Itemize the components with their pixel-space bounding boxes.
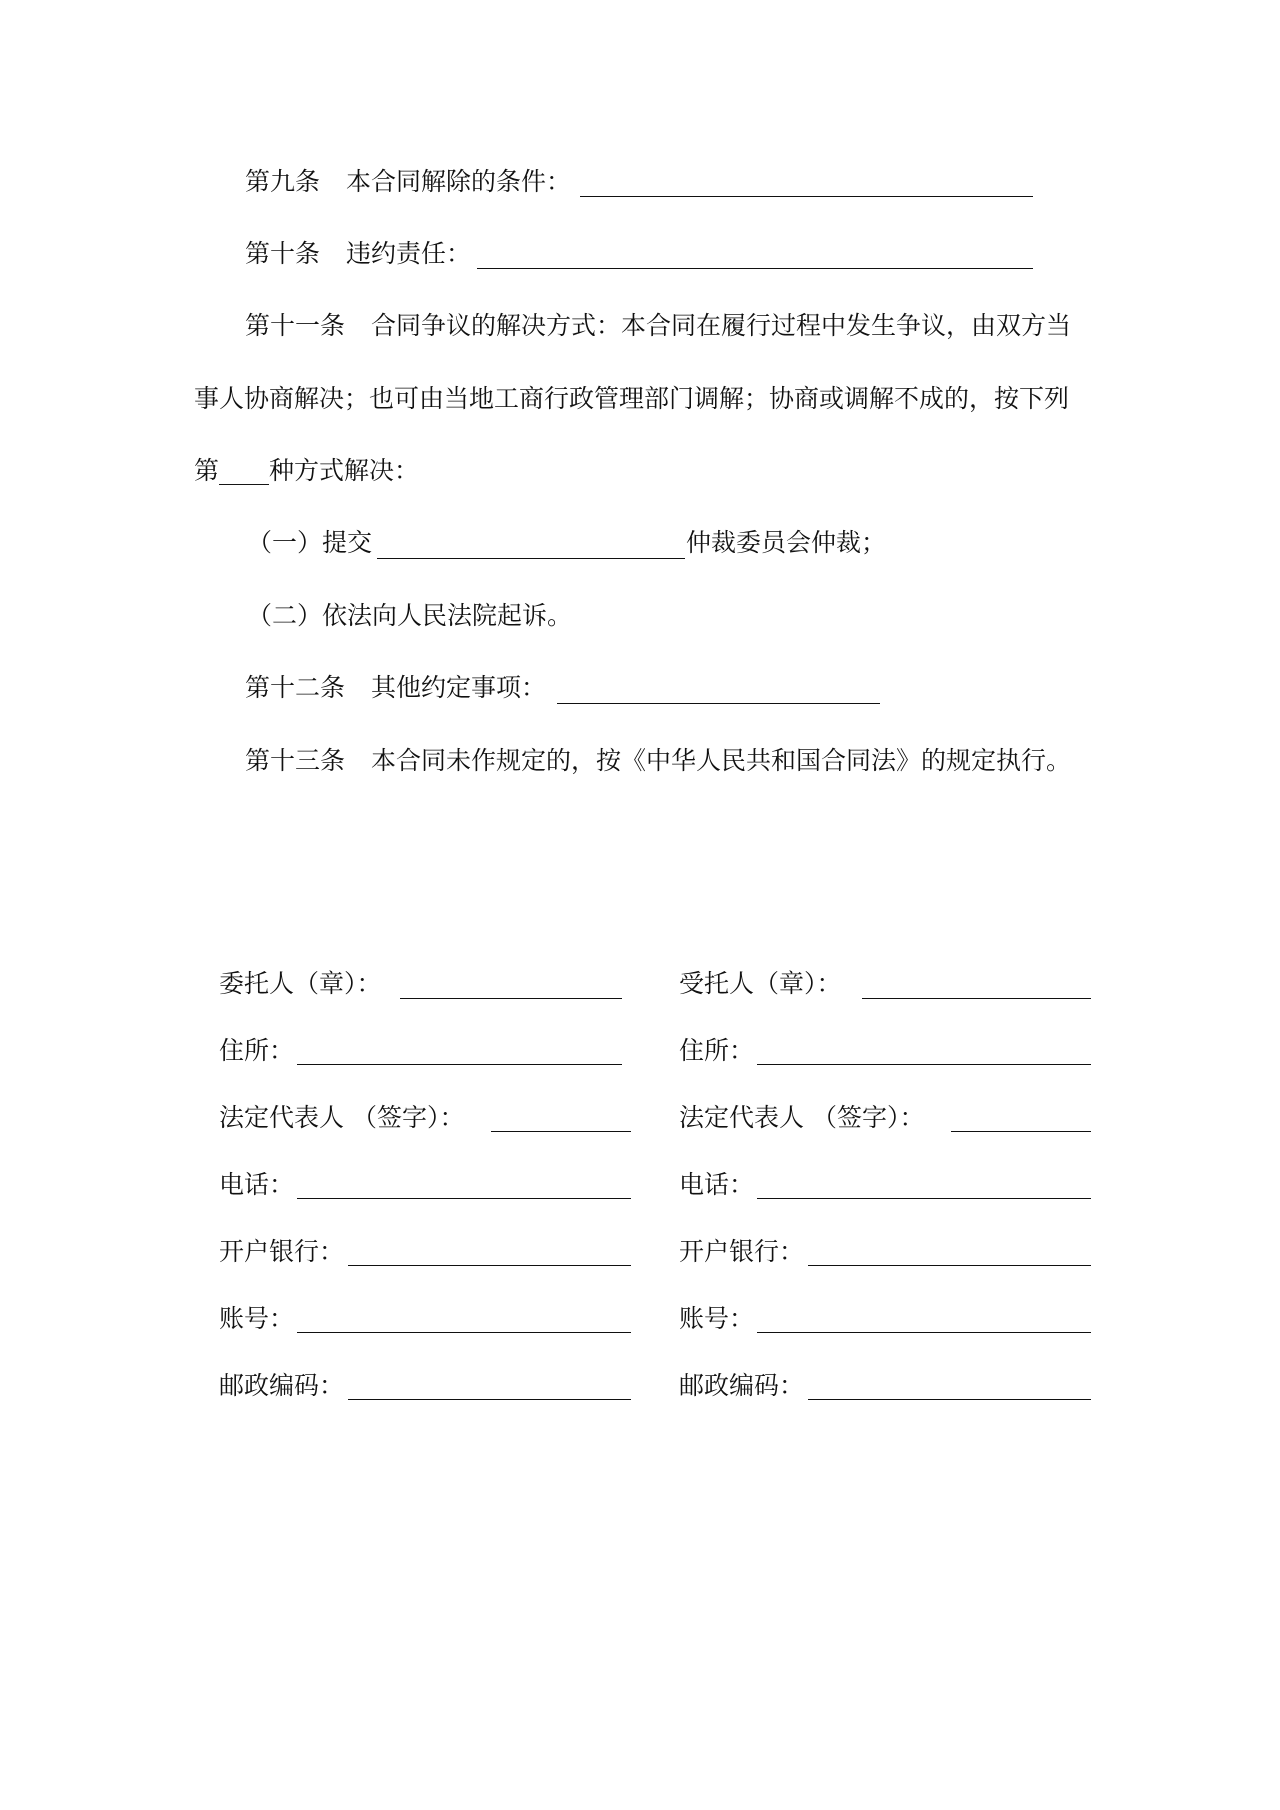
right-account-label: 账号： bbox=[679, 1304, 755, 1333]
article-12-text: 其他约定事项： bbox=[371, 673, 547, 702]
left-legal-rep-label: 法定代表人 （签字）： bbox=[219, 1103, 465, 1132]
article-10-label: 第十条 bbox=[245, 239, 321, 268]
left-party-label: 委托人（章）： bbox=[219, 969, 382, 998]
right-bank-blank[interactable] bbox=[808, 1265, 1091, 1266]
article-12-label: 第十二条 bbox=[245, 673, 346, 702]
left-address-blank[interactable] bbox=[297, 1064, 622, 1065]
right-postcode-blank[interactable] bbox=[808, 1399, 1091, 1400]
article-11-line1: 合同争议的解决方式：本合同在履行过程中发生争议，由双方当 bbox=[371, 311, 1072, 340]
article-11-line2: 事人协商解决；也可由当地工商行政管理部门调解；协商或调解不成的，按下列 bbox=[194, 384, 1070, 413]
article-10-blank[interactable] bbox=[477, 268, 1033, 269]
option-2: （二）依法向人民法院起诉。 bbox=[247, 601, 573, 630]
right-party-blank[interactable] bbox=[862, 998, 1091, 999]
left-postcode-label: 邮政编码： bbox=[219, 1371, 345, 1400]
left-postcode-blank[interactable] bbox=[348, 1399, 631, 1400]
left-bank-blank[interactable] bbox=[348, 1265, 631, 1266]
right-bank-label: 开户银行： bbox=[679, 1237, 805, 1266]
right-address-blank[interactable] bbox=[757, 1064, 1091, 1065]
left-legal-rep-blank[interactable] bbox=[491, 1131, 631, 1132]
left-account-label: 账号： bbox=[219, 1304, 295, 1333]
article-13-label: 第十三条 bbox=[245, 746, 346, 775]
article-12-blank[interactable] bbox=[557, 703, 880, 704]
right-legal-rep-label: 法定代表人 （签字）： bbox=[679, 1103, 925, 1132]
right-account-blank[interactable] bbox=[757, 1332, 1091, 1333]
article-10 bbox=[245, 238, 471, 270]
article-9 bbox=[245, 166, 571, 198]
article-9-blank[interactable] bbox=[580, 196, 1033, 197]
right-legal-rep-blank[interactable] bbox=[951, 1131, 1091, 1132]
article-9-text: 本合同解除的条件： bbox=[346, 167, 572, 196]
option-1-prefix: （一）提交 bbox=[247, 528, 373, 557]
right-phone-label: 电话： bbox=[679, 1170, 755, 1199]
right-postcode-label: 邮政编码： bbox=[679, 1371, 805, 1400]
right-address-label: 住所： bbox=[679, 1036, 755, 1065]
article-11-label: 第十一条 bbox=[245, 311, 346, 340]
article-12 bbox=[245, 672, 546, 704]
left-party-blank[interactable] bbox=[400, 998, 622, 999]
article-11-line3: 第____种方式解决： bbox=[194, 456, 420, 485]
article-13-text: 本合同未作规定的，按《中华人民共和国合同法》的规定执行。 bbox=[371, 746, 1072, 775]
left-phone-blank[interactable] bbox=[297, 1198, 631, 1199]
left-address-label: 住所： bbox=[219, 1036, 295, 1065]
option-1-suffix: 仲裁委员会仲裁； bbox=[686, 528, 887, 557]
article-13 bbox=[245, 745, 1071, 777]
left-account-blank[interactable] bbox=[297, 1332, 631, 1333]
right-party-label: 受托人（章）： bbox=[679, 969, 842, 998]
left-bank-label: 开户银行： bbox=[219, 1237, 345, 1266]
article-11 bbox=[245, 310, 1071, 342]
right-phone-blank[interactable] bbox=[757, 1198, 1091, 1199]
article-9-label: 第九条 bbox=[245, 167, 321, 196]
article-10-text: 违约责任： bbox=[346, 239, 472, 268]
left-phone-label: 电话： bbox=[219, 1170, 295, 1199]
arbitration-committee-blank[interactable] bbox=[377, 558, 685, 559]
